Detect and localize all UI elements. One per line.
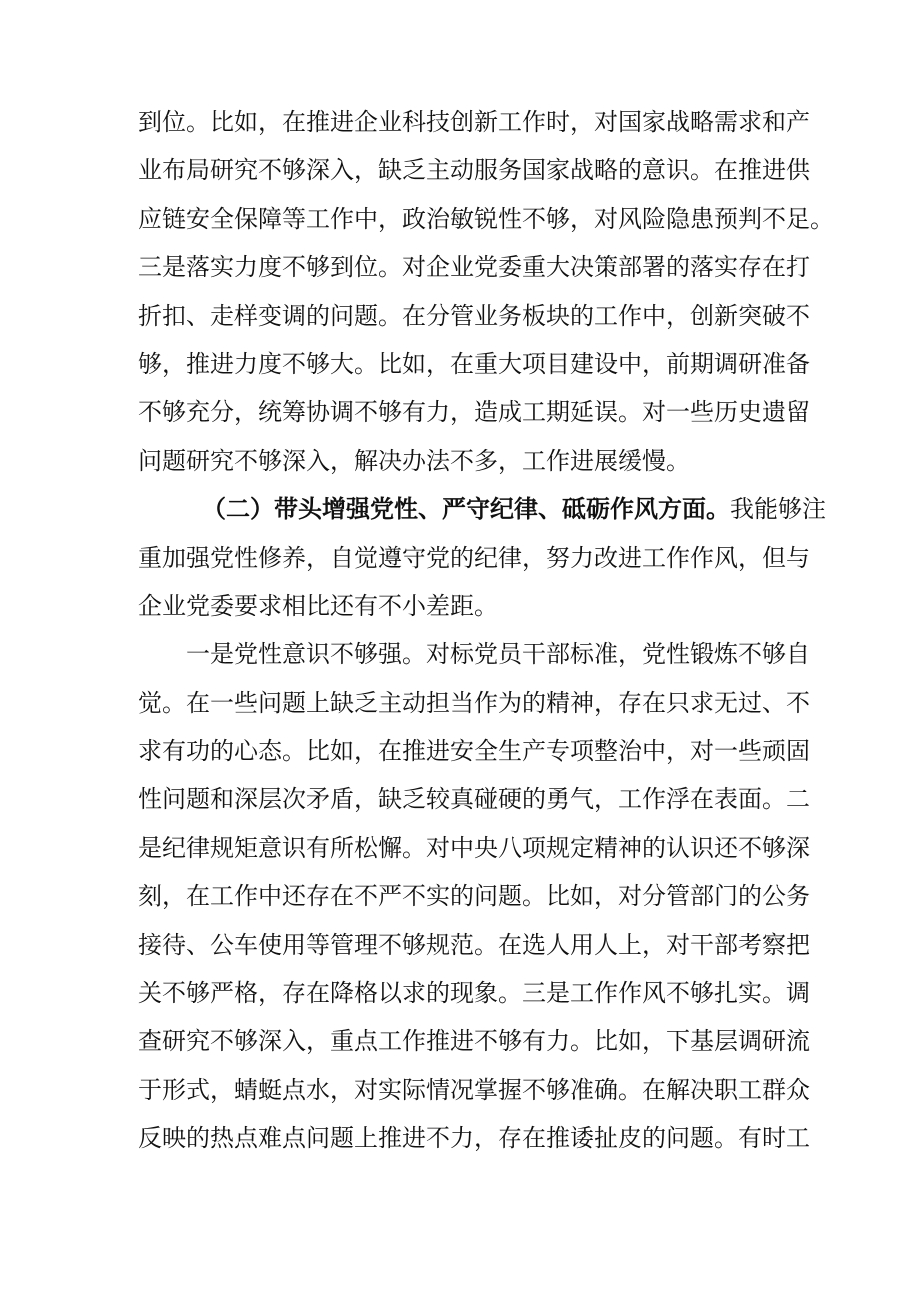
text-line: 企业党委要求相比还有不小差距。 (138, 591, 498, 620)
text-line: 性问题和深层次矛盾，缺乏较真碰硬的勇气，工作浮在表面。二 (138, 785, 810, 814)
text-line: 折扣、走样变调的问题。在分管业务板块的工作中，创新突破不 (138, 301, 810, 330)
text-line: 业布局研究不够深入，缺乏主动服务国家战略的意识。在推进供 (138, 156, 810, 185)
text-line: 查研究不够深入，重点工作推进不够有力。比如，下基层调研流 (138, 1027, 810, 1056)
heading-line-rest: 我能够注 (730, 495, 826, 524)
text-line: 三是落实力度不够到位。对企业党委重大决策部署的落实存在打 (138, 253, 810, 282)
text-line: 一是党性意识不够强。对标党员干部标准，党性锻炼不够自 (186, 640, 810, 669)
text-line: 到位。比如，在推进企业科技创新工作时，对国家战略需求和产 (138, 108, 810, 136)
text-line: 是纪律规矩意识有所松懈。对中央八项规定精神的认识还不够深 (138, 833, 810, 862)
text-line: 关不够严格，存在降格以求的现象。三是工作作风不够扎实。调 (138, 979, 810, 1008)
paragraph-1 (138, 98, 834, 485)
section-heading: （二）带头增强党性、严守纪律、砥砺作风方面。 (202, 494, 730, 524)
text-line: 应链安全保障等工作中，政治敏锐性不够，对风险隐患预判不足。 (138, 204, 834, 233)
paragraph-3 (138, 630, 810, 1162)
text-line: 反映的热点难点问题上推进不力，存在推诿扯皮的问题。有时工 (138, 1124, 810, 1153)
text-line: 接待、公车使用等管理不够规范。在选人用人上，对干部考察把 (138, 930, 810, 959)
text-line: 觉。在一些问题上缺乏主动担当作为的精神，存在只求无过、不 (138, 688, 810, 717)
paragraph-2 (138, 485, 826, 630)
text-line: 问题研究不够深入，解决办法不多，工作进展缓慢。 (138, 446, 690, 475)
text-line: 重加强党性修养，自觉遵守党的纪律，努力改进工作作风，但与 (138, 543, 810, 572)
text-line: 不够充分，统筹协调不够有力，造成工期延误。对一些历史遗留 (138, 398, 810, 427)
text-line: 于形式，蜻蜓点水，对实际情况掌握不够准确。在解决职工群众 (138, 1075, 810, 1104)
text-line: 求有功的心态。比如，在推进安全生产专项整治中，对一些顽固 (138, 737, 810, 766)
text-line (138, 485, 826, 533)
text-line: 刻，在工作中还存在不严不实的问题。比如，对分管部门的公务 (138, 882, 810, 911)
text-line: 够，推进力度不够大。比如，在重大项目建设中，前期调研准备 (138, 349, 810, 378)
document-page (138, 98, 834, 1163)
